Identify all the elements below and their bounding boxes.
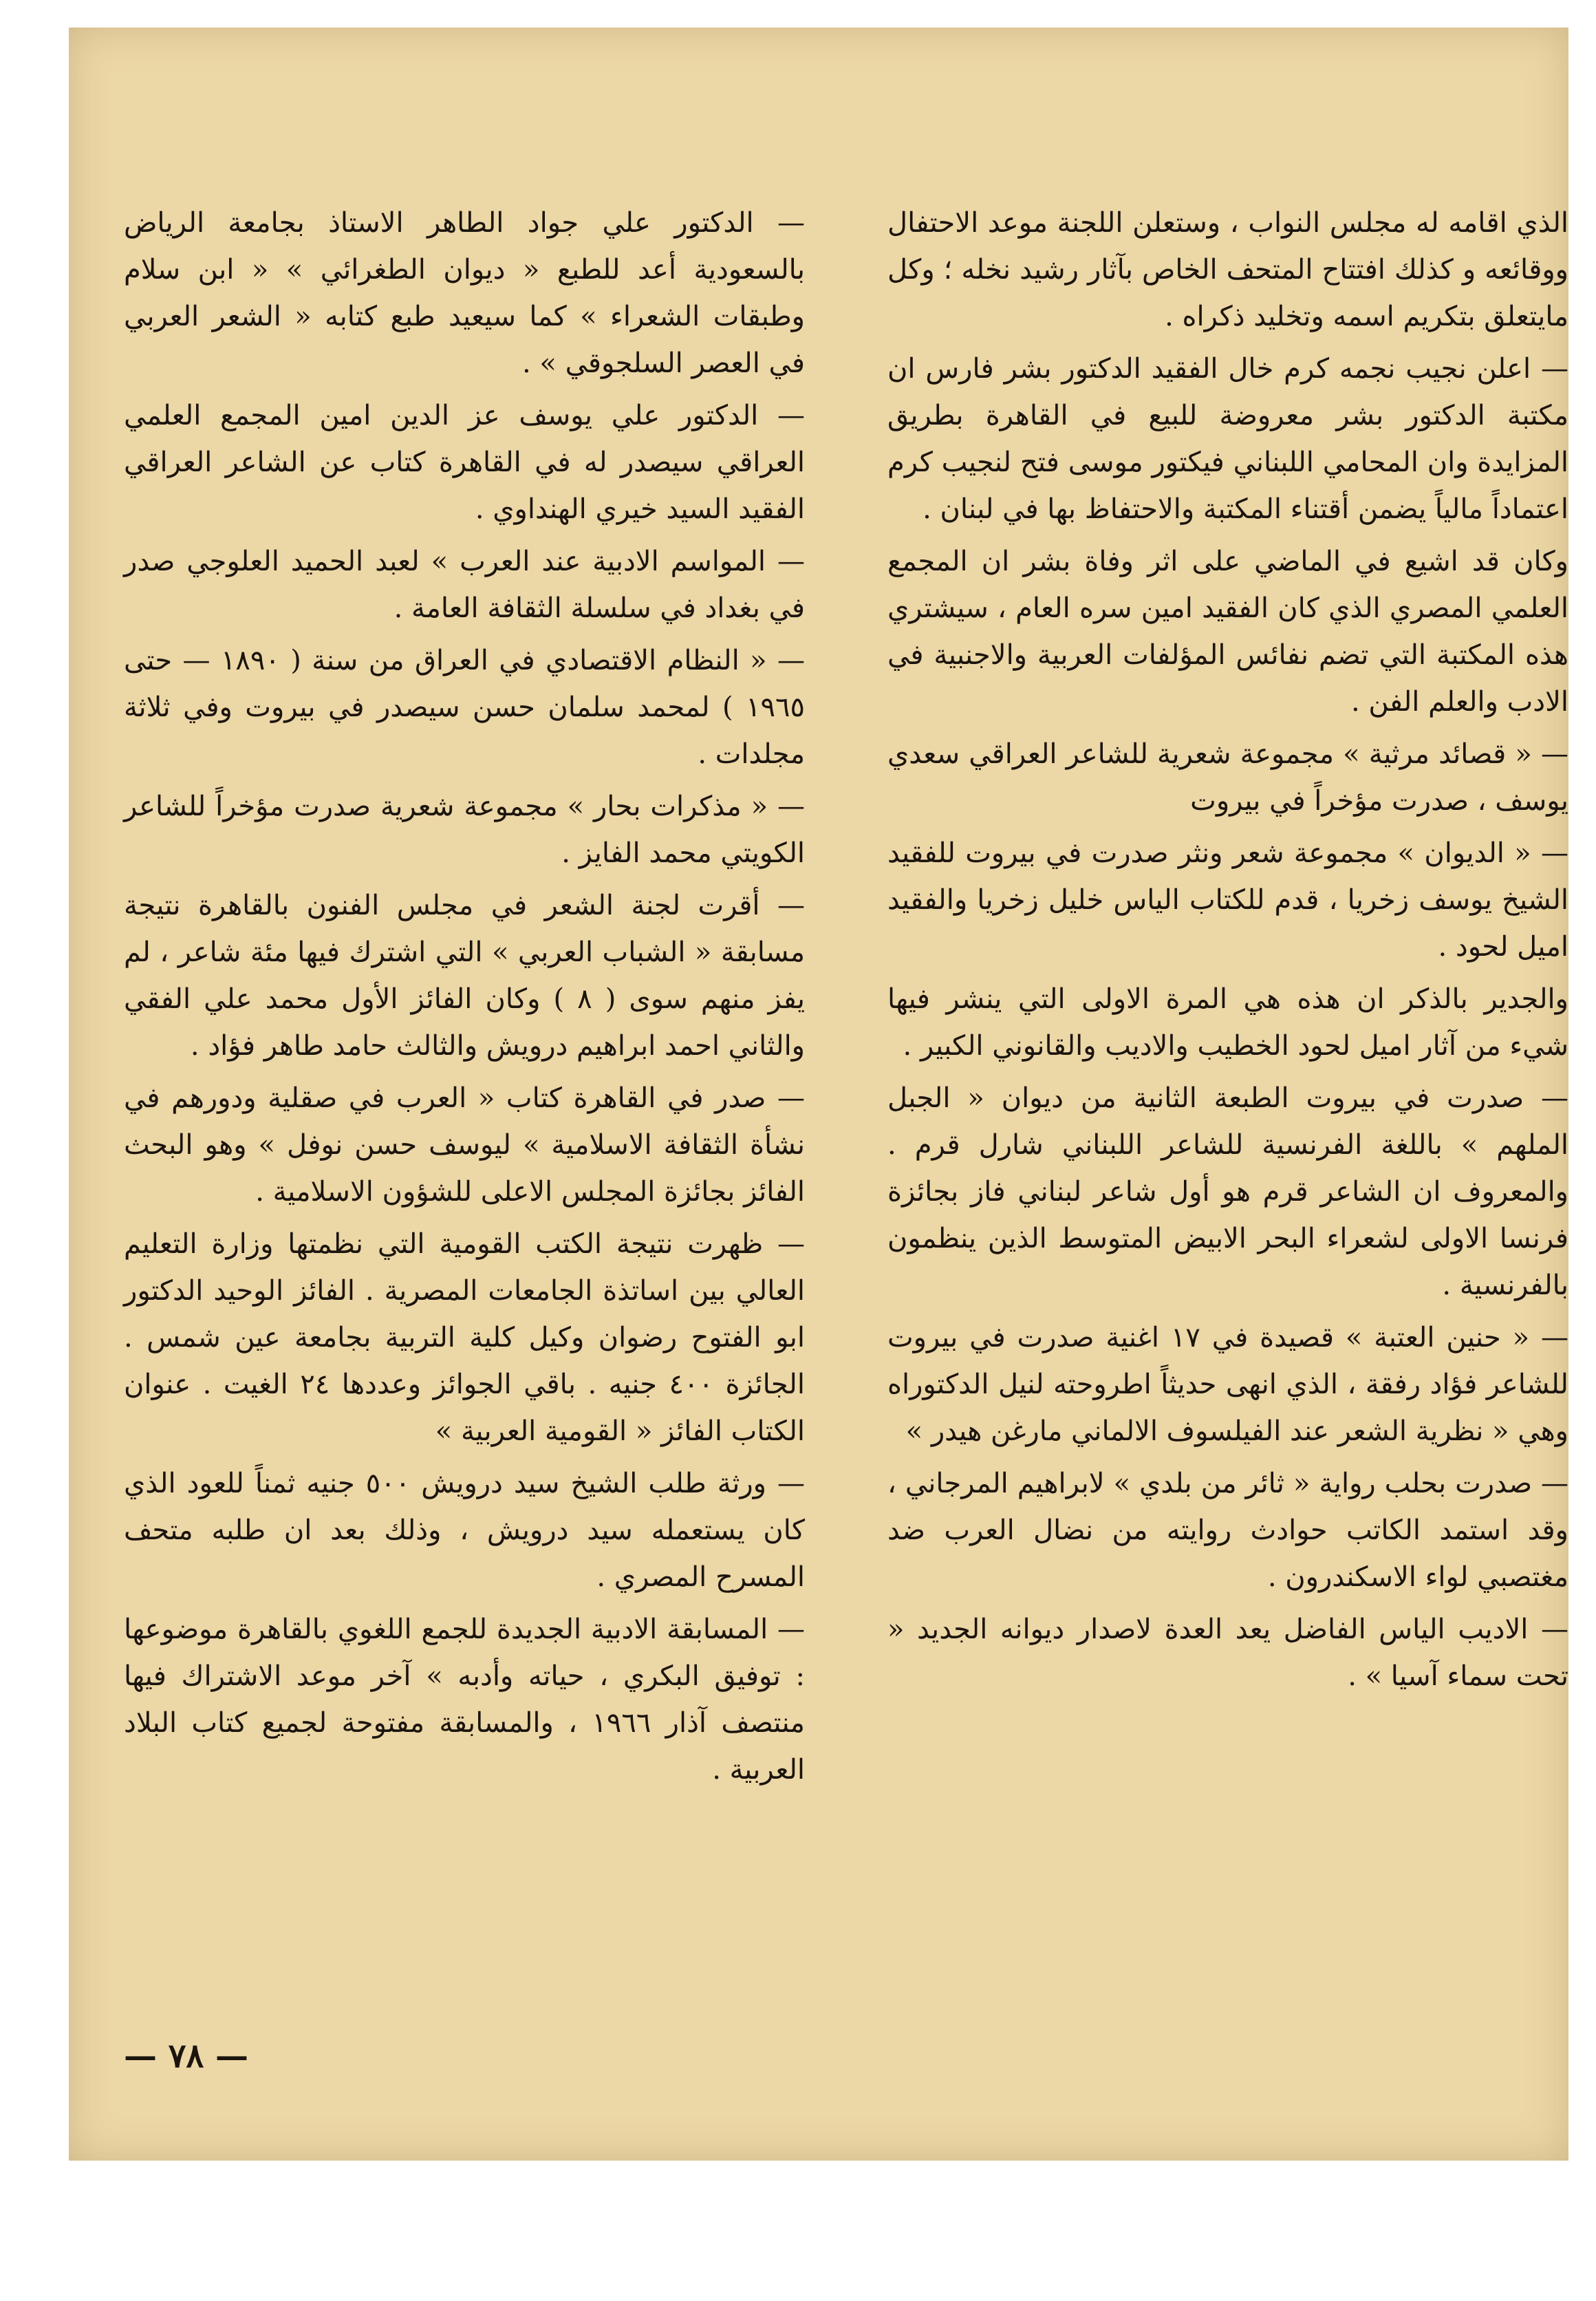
paragraph: — « قصائد مرثية » مجموعة شعرية للشاعر العراقي سعدي يوسف ، صدرت مؤخراً في بيروت: [887, 738, 1568, 817]
paragraph: — الدكتور علي جواد الطاهر الاستاذ بجامعة الرياض بالسعودية أعد للطبع « ديوان الطغرائي » « ابن سلام وطبقات الشعراء » كما سيعيد طبع كتابه « الشعر العربي في العصر السلجوقي » .: [124, 207, 805, 379]
magazine-page: [69, 28, 1568, 2161]
paragraph: — صدرت في بيروت الطبعة الثانية من ديوان « الجبل الملهم » باللغة الفرنسية للشاعر اللبناني شارل قرم . والمعروف ان الشاعر قرم هو أول شاعر لبناني فاز بجائزة فرنسا الاولى لشعراء البحر الابيض المتوسط الذين ينظمون بالفرنسية .: [887, 1082, 1568, 1301]
right-column: [887, 200, 1568, 1705]
paragraph: — الدكتور علي يوسف عز الدين امين المجمع العلمي العراقي سيصدر له في القاهرة كتاب عن الشاعر العراقي الفقيد السيد خيري الهنداوي .: [124, 400, 805, 525]
paragraph: — « الديوان » مجموعة شعر ونثر صدرت في بيروت للفقيد الشيخ يوسف زخريا ، قدم للكتاب الياس خليل زخريا والفقيد اميل لحود .: [887, 837, 1568, 963]
paragraph: — « مذكرات بحار » مجموعة شعرية صدرت مؤخراً للشاعر الكويتي محمد الفايز .: [124, 791, 805, 869]
left-column: [124, 200, 805, 1799]
paragraph: — المسابقة الادبية الجديدة للجمع اللغوي بالقاهرة موضوعها : توفيق البكري ، حياته وأدبه » آخر موعد الاشتراك فيها منتصف آذار ١٩٦٦ ، والمسابقة مفتوحة لجميع كتاب البلاد العربية .: [124, 1614, 805, 1786]
paragraph: — صدر في القاهرة كتاب « العرب في صقلية ودورهم في نشأة الثقافة الاسلامية » ليوسف حسن نوفل » وهو البحث الفائز بجائزة المجلس الاعلى للشؤون الاسلامية .: [124, 1082, 805, 1208]
paragraph: الذي اقامه له مجلس النواب ، وستعلن اللجنة موعد الاحتفال ووقائعه و كذلك افتتاح المتحف الخاص بآثار رشيد نخله ؛ وكل مايتعلق بتكريم اسمه وتخليد ذكراه .: [887, 207, 1568, 332]
paragraph: — صدرت بحلب رواية « ثائر من بلدي » لابراهيم المرجاني ، وقد استمد الكاتب حوادث روايته من نضال العرب ضد مغتصبي لواء الاسكندرون .: [887, 1468, 1568, 1593]
paragraph: — « النظام الاقتصادي في العراق من سنة ( ١٨٩٠ — حتى ١٩٦٥ ) لمحمد سلمان حسن سيصدر في بيروت وفي ثلاثة مجلدات .: [124, 645, 805, 770]
paragraph: والجدير بالذكر ان هذه هي المرة الاولى التي ينشر فيها شيء من آثار اميل لحود الخطيب والاديب والقانوني الكبير .: [887, 983, 1568, 1062]
paragraph: — أقرت لجنة الشعر في مجلس الفنون بالقاهرة نتيجة مسابقة « الشباب العربي » التي اشترك فيها مئة شاعر ، لم يفز منهم سوى ( ٨ ) وكان الفائز الأول محمد علي الفقي والثاني احمد ابراهيم درويش والثالث حامد طاهر فؤاد .: [124, 890, 805, 1062]
paragraph: — اعلن نجيب نجمه كرم خال الفقيد الدكتور بشر فارس ان مكتبة الدكتور بشر معروضة للبيع في القاهرة بطريق المزايدة وان المحامي اللبناني فيكتور موسى فتح لنجيب كرم اعتماداً مالياً يضمن أقتناء المكتبة والاحتفاظ بها في لبنان .: [887, 353, 1568, 525]
paragraph: وكان قد اشيع في الماضي على اثر وفاة بشر ان المجمع العلمي المصري الذي كان الفقيد امين سره العام ، سيشتري هذه المكتبة التي تضم نفائس المؤلفات العربية والاجنبية في الادب والعلم الفن .: [887, 546, 1568, 718]
page-number: — ٧٨ —: [124, 2037, 248, 2075]
paragraph: — الاديب الياس الفاضل يعد العدة لاصدار ديوانه الجديد « تحت سماء آسيا » .: [887, 1614, 1568, 1692]
paragraph: — ظهرت نتيجة الكتب القومية التي نظمتها وزارة التعليم العالي بين اساتذة الجامعات المصرية . الفائز الوحيد الدكتور ابو الفتوح رضوان وكيل كلية التربية بجامعة عين شمس . الجائزة ٤٠٠ جنيه . باقي الجوائز وعددها ٢٤ الغيت . عنوان الكتاب الفائز « القومية العربية »: [124, 1228, 805, 1447]
paragraph: — المواسم الادبية عند العرب » لعبد الحميد العلوجي صدر في بغداد في سلسلة الثقافة العامة .: [124, 546, 805, 624]
paragraph: — ورثة طلب الشيخ سيد درويش ٥٠٠ جنيه ثمناً للعود الذي كان يستعمله سيد درويش ، وذلك بعد ان طلبه متحف المسرح المصري .: [124, 1468, 805, 1593]
paragraph: — « حنين العتبة » قصيدة في ١٧ اغنية صدرت في بيروت للشاعر فؤاد رفقة ، الذي انهى حديثاً اطروحته لنيل الدكتوراه وهي « نظرية الشعر عند الفيلسوف الالماني مارغن هيدر »: [887, 1322, 1568, 1447]
